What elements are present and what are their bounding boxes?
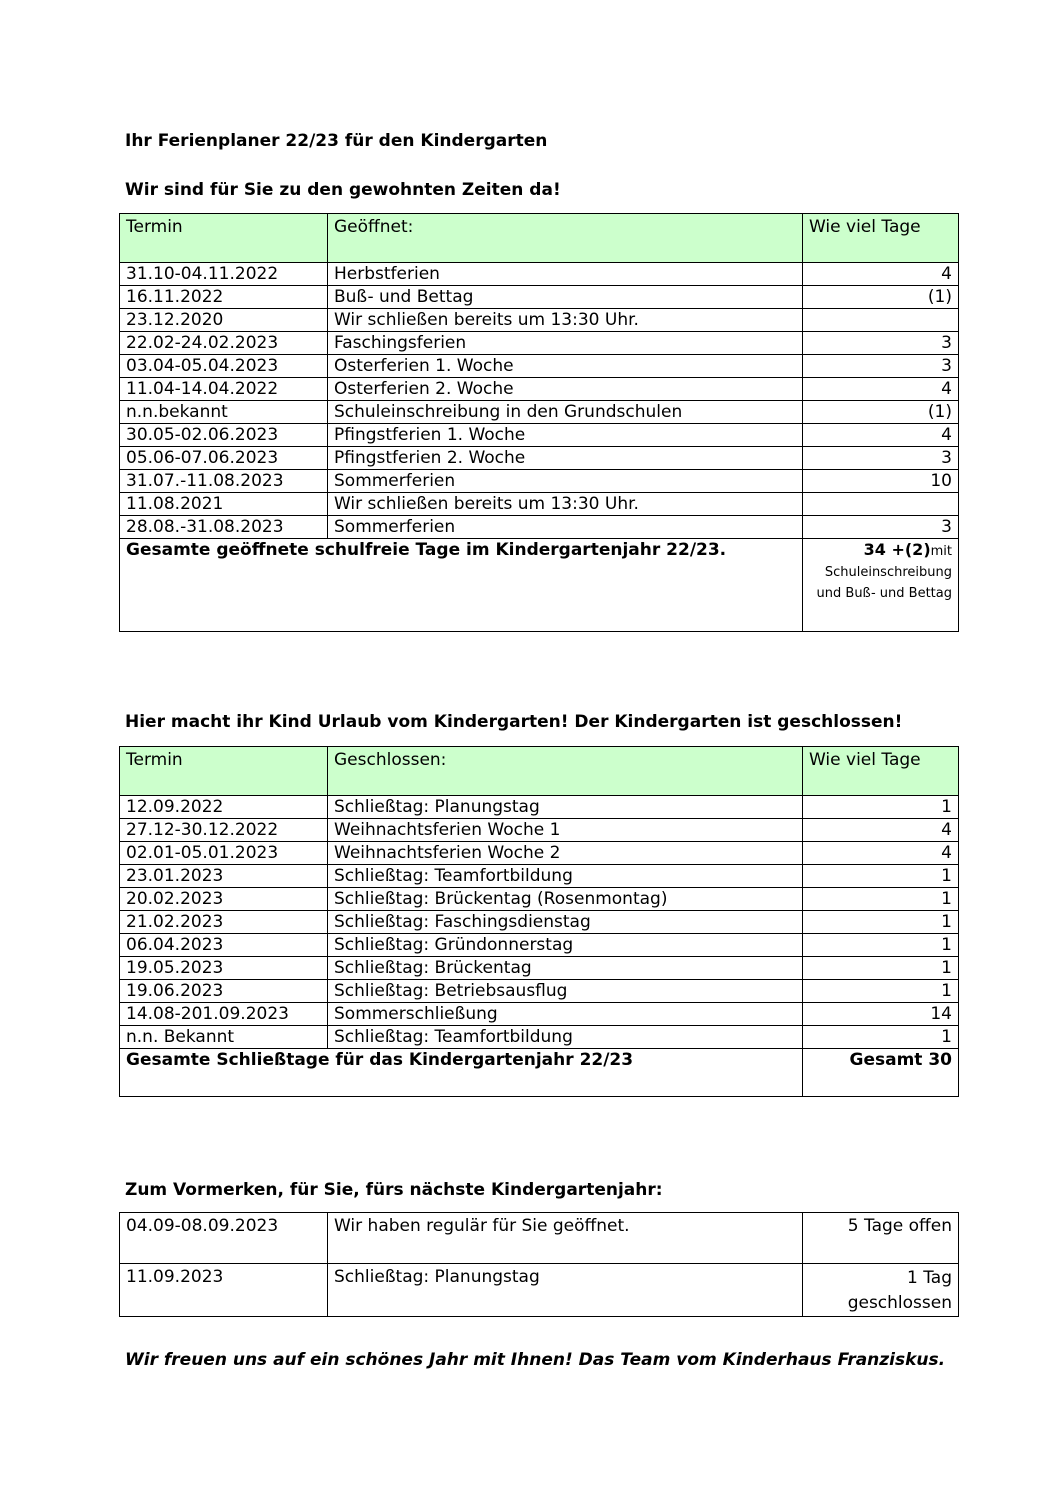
column-header-days: Wie viel Tage <box>803 214 959 263</box>
table-row <box>120 424 959 447</box>
days-cell: 1 <box>803 911 959 934</box>
table-row <box>120 796 959 819</box>
description-cell: Schließtag: Faschingsdienstag <box>328 911 803 934</box>
description-cell: Schließtag: Planungstag <box>328 1264 803 1317</box>
days-cell: 10 <box>803 470 959 493</box>
days-cell: 1 <box>803 934 959 957</box>
date-cell: 27.12-30.12.2022 <box>120 819 328 842</box>
date-cell: n.n. Bekannt <box>120 1026 328 1049</box>
description-cell: Sommerferien <box>328 516 803 539</box>
closing-message: Wir freuen uns auf ein schönes Jahr mit Ihnen! Das Team vom Kinderhaus Franziskus. <box>125 1350 946 1370</box>
next-year-heading: Zum Vormerken, für Sie, fürs nächste Kindergartenjahr: <box>125 1180 663 1200</box>
days-cell: (1) <box>803 401 959 424</box>
table-row <box>120 263 959 286</box>
table-row <box>120 493 959 516</box>
description-cell: Schließtag: Brückentag (Rosenmontag) <box>328 888 803 911</box>
days-cell: 4 <box>803 263 959 286</box>
days-cell: 4 <box>803 378 959 401</box>
date-cell: 11.08.2021 <box>120 493 328 516</box>
table-row <box>120 980 959 1003</box>
table-row <box>120 819 959 842</box>
days-cell: 1 <box>803 957 959 980</box>
days-cell: (1) <box>803 286 959 309</box>
table-row <box>120 865 959 888</box>
days-cell: 1 <box>803 980 959 1003</box>
description-cell: Schließtag: Gründonnerstag <box>328 934 803 957</box>
days-cell: 5 Tage offen <box>803 1213 959 1264</box>
days-cell: 3 <box>803 516 959 539</box>
date-cell: 30.05-02.06.2023 <box>120 424 328 447</box>
column-header-date: Termin <box>120 747 328 796</box>
days-cell <box>803 493 959 516</box>
table-row <box>120 842 959 865</box>
closed-days-table <box>119 746 959 1097</box>
description-cell: Wir schließen bereits um 13:30 Uhr. <box>328 493 803 516</box>
days-cell: 3 <box>803 447 959 470</box>
description-cell: Herbstferien <box>328 263 803 286</box>
table-row <box>120 447 959 470</box>
days-cell: 3 <box>803 355 959 378</box>
table-row <box>120 470 959 493</box>
description-cell: Schuleinschreibung in den Grundschulen <box>328 401 803 424</box>
date-cell: 20.02.2023 <box>120 888 328 911</box>
date-cell: 31.07.-11.08.2023 <box>120 470 328 493</box>
days-cell: 1 <box>803 888 959 911</box>
days-cell: 1 <box>803 865 959 888</box>
table-header-row <box>120 747 959 796</box>
date-cell: 12.09.2022 <box>120 796 328 819</box>
description-cell: Pfingstferien 2. Woche <box>328 447 803 470</box>
description-cell: Pfingstferien 1. Woche <box>328 424 803 447</box>
total-note: mit Schuleinschreibung und Buß- und Bettag <box>816 544 952 601</box>
total-value: 34 +(2) <box>863 540 931 559</box>
description-cell: Sommerschließung <box>328 1003 803 1026</box>
date-cell: 19.06.2023 <box>120 980 328 1003</box>
date-cell: 02.01-05.01.2023 <box>120 842 328 865</box>
total-value: Gesamt 30 <box>803 1049 959 1097</box>
total-row <box>120 539 959 632</box>
table-row <box>120 934 959 957</box>
closed-section-heading: Hier macht ihr Kind Urlaub vom Kindergarten! Der Kindergarten ist geschlossen! <box>125 712 903 732</box>
description-cell: Wir schließen bereits um 13:30 Uhr. <box>328 309 803 332</box>
description-cell: Osterferien 2. Woche <box>328 378 803 401</box>
description-cell: Schließtag: Planungstag <box>328 796 803 819</box>
date-cell: 19.05.2023 <box>120 957 328 980</box>
days-cell: 4 <box>803 842 959 865</box>
description-cell: Weihnachtsferien Woche 2 <box>328 842 803 865</box>
description-cell: Schließtag: Teamfortbildung <box>328 865 803 888</box>
table-row <box>120 1264 959 1317</box>
date-cell: 22.02-24.02.2023 <box>120 332 328 355</box>
date-cell: 16.11.2022 <box>120 286 328 309</box>
date-cell: 11.04-14.04.2022 <box>120 378 328 401</box>
description-cell: Sommerferien <box>328 470 803 493</box>
table-row <box>120 1026 959 1049</box>
description-cell: Buß- und Bettag <box>328 286 803 309</box>
table-row <box>120 957 959 980</box>
table-row <box>120 1213 959 1264</box>
column-header-description: Geschlossen: <box>328 747 803 796</box>
total-row <box>120 1049 959 1097</box>
date-cell: 23.01.2023 <box>120 865 328 888</box>
days-cell: 14 <box>803 1003 959 1026</box>
column-header-description: Geöffnet: <box>328 214 803 263</box>
table-row <box>120 401 959 424</box>
description-cell: Osterferien 1. Woche <box>328 355 803 378</box>
days-cell: 1 <box>803 796 959 819</box>
total-label: Gesamte geöffnete schulfreie Tage im Kindergartenjahr 22/23. <box>120 539 803 632</box>
total-cell <box>803 539 959 632</box>
date-cell: 31.10-04.11.2022 <box>120 263 328 286</box>
date-cell: n.n.bekannt <box>120 401 328 424</box>
total-label: Gesamte Schließtage für das Kindergartenjahr 22/23 <box>120 1049 803 1097</box>
description-cell: Weihnachtsferien Woche 1 <box>328 819 803 842</box>
date-cell: 06.04.2023 <box>120 934 328 957</box>
date-cell: 04.09-08.09.2023 <box>120 1213 328 1264</box>
date-cell: 23.12.2020 <box>120 309 328 332</box>
table-row <box>120 286 959 309</box>
days-cell <box>803 309 959 332</box>
date-cell: 28.08.-31.08.2023 <box>120 516 328 539</box>
table-header-row <box>120 214 959 263</box>
date-cell: 05.06-07.06.2023 <box>120 447 328 470</box>
description-cell: Schließtag: Teamfortbildung <box>328 1026 803 1049</box>
description-cell: Wir haben regulär für Sie geöffnet. <box>328 1213 803 1264</box>
days-cell: 4 <box>803 819 959 842</box>
days-cell: 3 <box>803 332 959 355</box>
table-row <box>120 378 959 401</box>
table-row <box>120 309 959 332</box>
date-cell: 21.02.2023 <box>120 911 328 934</box>
days-cell: 4 <box>803 424 959 447</box>
description-cell: Faschingsferien <box>328 332 803 355</box>
table-row <box>120 332 959 355</box>
date-cell: 03.04-05.04.2023 <box>120 355 328 378</box>
days-cell: 1 <box>803 1026 959 1049</box>
column-header-date: Termin <box>120 214 328 263</box>
table-row <box>120 911 959 934</box>
next-year-table <box>119 1212 959 1317</box>
page-title: Ihr Ferienplaner 22/23 für den Kindergarten <box>125 131 548 151</box>
table-row <box>120 355 959 378</box>
table-row <box>120 1003 959 1026</box>
table-row <box>120 888 959 911</box>
description-cell: Schließtag: Betriebsausflug <box>328 980 803 1003</box>
open-days-table <box>119 213 959 632</box>
description-cell: Schließtag: Brückentag <box>328 957 803 980</box>
table-row <box>120 516 959 539</box>
open-section-heading: Wir sind für Sie zu den gewohnten Zeiten da! <box>125 180 561 200</box>
date-cell: 14.08-201.09.2023 <box>120 1003 328 1026</box>
column-header-days: Wie viel Tage <box>803 747 959 796</box>
days-cell: 1 Tag geschlossen <box>803 1264 959 1317</box>
date-cell: 11.09.2023 <box>120 1264 328 1317</box>
